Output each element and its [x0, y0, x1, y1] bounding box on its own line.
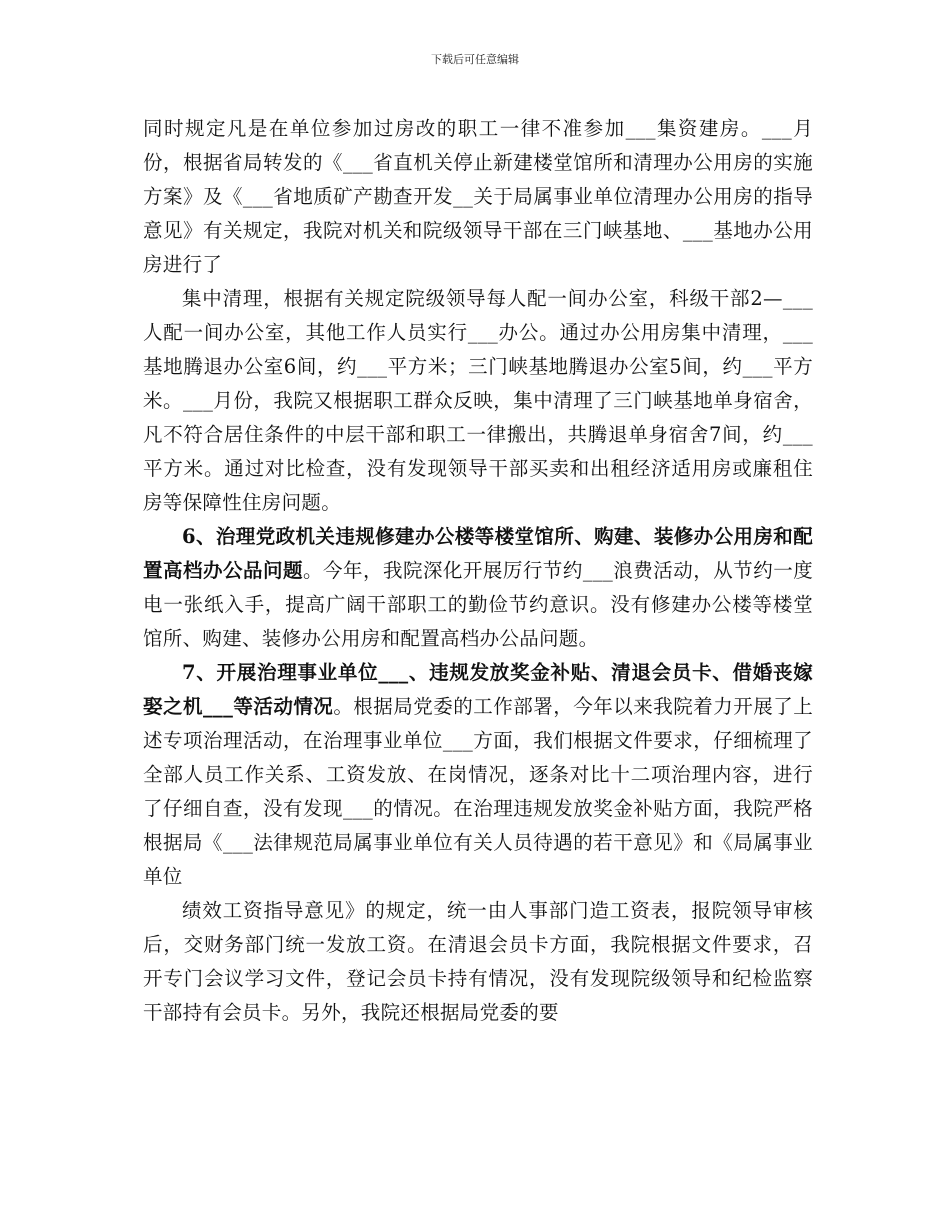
page-header: 下载后可任意编辑 [431, 53, 519, 66]
paragraph-4-heading: 7、开展治理事业单位___、违规发放奖金补贴、清退会员卡、借婚丧嫁娶之机___等活动情况 [143, 661, 813, 718]
paragraph-2: 集中清理，根据有关规定院级领导每人配一间办公室，科级干部2—___人配一间办公室，其他工作人员实行___办公。通过办公用房集中清理，___基地腾退办公室6间，约___平方米；三门峡基地腾退办公室5间，约___平方米。___月份，我院又根据职工群众反映，集中清理了三门峡基地单身宿舍，凡不符合居住条件的中层干部和职工一律搬出，共腾退单身宿舍7间，约___平方米。通过对比检查，没有发现领导干部买卖和出租经济适用房或廉租住房等保障性住房问题。 [143, 287, 813, 514]
paragraph-4-text: 。根据局党委的工作部署，今年以来我院着力开展了上述专项治理活动，在治理事业单位___方面，我们根据文件要求，仔细梳理了全部人员工作关系、工资发放、在岗情况，逐条对比十二项治理内容，进行了仔细自查，没有发现___的情况。在治理违规发放奖金补贴方面，我院严格根据局《___法律规范局属事业单位有关人员待遇的若干意见》和《局属事业单位 [143, 695, 813, 888]
paragraph-1: 同时规定凡是在单位参加过房改的职工一律不准参加___集资建房。___月份，根据省局转发的《___省直机关停止新建楼堂馆所和清理办公用房的实施方案》及《___省地质矿产勘查开发__关于局属事业单位清理办公用房的指导意见》有关规定，我院对机关和院级领导干部在三门峡基地、___基地办公用房进行了 [143, 117, 813, 276]
paragraph-4 [143, 656, 813, 894]
paragraph-5: 绩效工资指导意见》的规定，统一由人事部门造工资表，报院领导审核后，交财务部门统一发放工资。在清退会员卡方面，我院根据文件要求，召开专门会议学习文件，登记会员卡持有情况，没有发现院级领导和纪检监察干部持有会员卡。另外，我院还根据局党委的要 [143, 899, 813, 1024]
paragraph-3-heading: 6、治理党政机关违规修建办公楼等楼堂馆所、购建、装修办公用房和配置高档办公品问题 [143, 525, 813, 582]
paragraph-3 [143, 520, 813, 656]
paragraph-3-text: 。今年，我院深化开展厉行节约___浪费活动，从节约一度电一张纸入手，提高广阔干部职工的勤俭节约意识。没有修建办公楼等楼堂馆所、购建、装修办公用房和配置高档办公品问题。 [143, 559, 813, 650]
document-body [143, 112, 813, 1030]
